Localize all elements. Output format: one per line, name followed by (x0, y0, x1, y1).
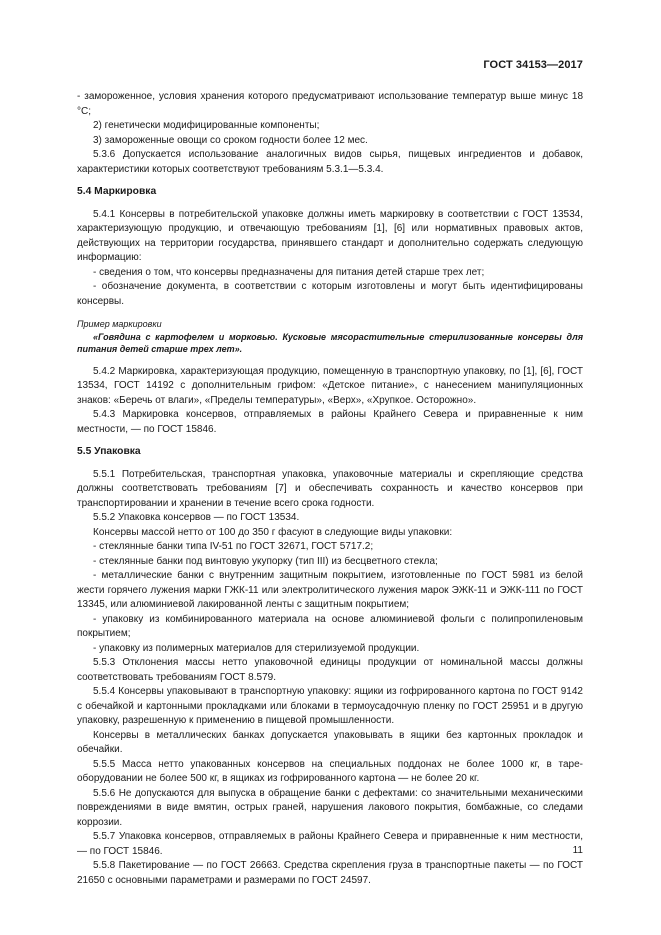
paragraph-frozen-vegetables: 3) замороженные овощи со сроком годности более 12 мес. (93, 134, 368, 146)
section-heading-packaging: 5.5 Упаковка (77, 446, 141, 457)
paragraph-marking-age: - сведения о том, что консервы предназначены для питания детей старше трех лет; (93, 266, 485, 278)
paragraph-5-5-3: 5.5.3 Отклонения массы нетто упаковочной единицы продукции от номинальной массы должны соответствовать требованиям ГОСТ 8.579. (77, 657, 583, 683)
paragraph-5-4-1: 5.4.1 Консервы в потребительской упаковке должны иметь маркировку в соответствии с ГОСТ 13534, характеризующую продукцию, и отвечающую требованиям [1], [6] или нормативных правовых актов, действующих на территории государства, принявшего стандарт и дополнительно содержать следующую информацию: (77, 208, 583, 263)
paragraph-5-5-5: 5.5.5 Масса нетто упакованных консервов на специальных поддонах не более 1000 кг, в таре-оборудовании не более 500 кг, в ящиках из гофрированного картона — не более 20 кг. (77, 758, 583, 784)
paragraph-5-5-8: 5.5.8 Пакетирование — по ГОСТ 26663. Средства скрепления груза в транспортные пакеты — по ГОСТ 21650 с основными параметрами и размерами по ГОСТ 24597. (77, 860, 583, 886)
example-label: Пример маркировки (77, 319, 162, 329)
paragraph-polymer: - упаковку из полимерных материалов для стерилизуемой продукции. (93, 642, 420, 654)
paragraph-metal-cans: - металлические банки с внутренним защитным покрытием, изготовленные по ГОСТ 5981 из белой жести горячего лужения марки ГЖК-11 или электролитического лужения марок ЭЖК-11 и ЭЖК-111 по ГОСТ 13345, или алюминиевой лакированной ленты с защитным покрытием; (77, 570, 583, 610)
marking-example (77, 318, 583, 356)
paragraph-glass-jars: - стеклянные банки типа IV-51 по ГОСТ 32671, ГОСТ 5717.2; (93, 541, 374, 552)
paragraph-5-5-1: 5.5.1 Потребительская, транспортная упаковка, упаковочные материалы и скрепляющие средства должны соответствовать требованиям [7] и обеспечивать сохранность и качество консервов при транспортировании и хранении в течение всего срока годности. (77, 468, 583, 509)
paragraph-5-4-2: 5.4.2 Маркировка, характеризующая продукцию, помещенную в транспортную упаковку, по [1], [6], ГОСТ 13534, ГОСТ 14192 с дополнительным грифом: «Детское питание», с нанесением манипуляционных знаков: «Беречь от влаги», «Пределы температуры», «Верх», «Хрупкое. Осторожно». (77, 365, 583, 406)
paragraph-gmo: 2) генетически модифицированные компоненты; (93, 120, 320, 131)
paragraph-5-4-3: 5.4.3 Маркировка консервов, отправляемых в районы Крайнего Севера и приравненные к ним местности, — по ГОСТ 15846. (77, 409, 583, 435)
paragraph-combined-material: - упаковку из комбинированного материала на основе алюминиевой фольги с полипропиленовым покрытием; (77, 613, 583, 639)
paragraph-frozen-storage: - замороженное, условия хранения которого предусматривают использование температур выше минус 18 °С; (77, 91, 583, 117)
section-heading-marking: 5.4 Маркировка (77, 186, 157, 197)
paragraph-marking-document: - обозначение документа, в соответствии с которым изготовлены и могут быть идентифицированы консервы. (77, 281, 583, 307)
document-id-header: ГОСТ 34153—2017 (483, 59, 583, 71)
paragraph-net-weight: Консервы массой нетто от 100 до 350 г фасуют в следующие виды упаковки: (93, 526, 453, 538)
page-number: 11 (572, 845, 583, 856)
page-body (77, 90, 583, 888)
paragraph-5-5-7: 5.5.7 Упаковка консервов, отправляемых в районы Крайнего Севера и приравненные к ним местности, — по ГОСТ 15846. (77, 831, 583, 857)
paragraph-5-5-2: 5.5.2 Упаковка консервов — по ГОСТ 13534. (93, 512, 300, 523)
paragraph-screw-jars: - стеклянные банки под винтовую укупорку (тип III) из бесцветного стекла; (93, 555, 438, 567)
example-text: «Говядина с картофелем и морковью. Кусковые мясорастительные стерилизованные консервы для питания детей старше трех лет». (77, 331, 583, 354)
paragraph-metal-cans-boxes: Консервы в металлических банках допускается упаковывать в ящики без картонных прокладок и обечайки. (77, 729, 583, 755)
paragraph-5-5-4: 5.5.4 Консервы упаковывают в транспортную упаковку: ящики из гофрированного картона по ГОСТ 9142 с обечайкой и картонными прокладками или блоками в термоусадочную пленку по ГОСТ 25951 и в другую упаковку, разрешенную к применению в пищевой промышленности. (77, 686, 583, 726)
paragraph-5-5-6: 5.5.6 Не допускаются для выпуска в обращение банки с дефектами: со значительными механическими повреждениями в виде вмятин, острых граней, нарушения лакового покрытия, бомбажные, со следами коррозии. (77, 787, 583, 828)
paragraph-5-3-6: 5.3.6 Допускается использование аналогичных видов сырья, пищевых ингредиентов и добавок, характеристики которых соответствуют требованиям 5.3.1—5.3.4. (77, 149, 583, 175)
